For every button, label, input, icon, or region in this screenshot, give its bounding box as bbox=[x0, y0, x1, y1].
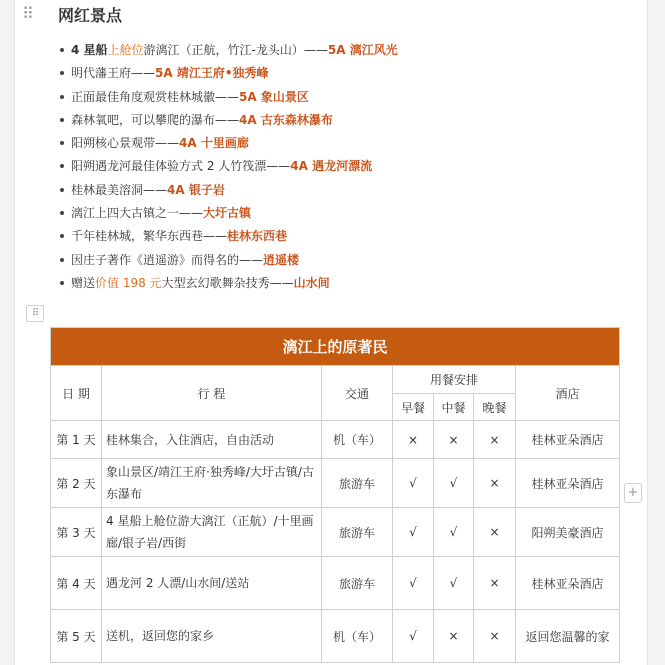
itinerary-table bbox=[50, 327, 620, 663]
drag-handle-icon[interactable]: ⠿ bbox=[22, 4, 33, 23]
list-item: 漓江上四大古镇之一——大圩古镇 bbox=[58, 203, 398, 226]
cell-transport: 旅游车 bbox=[322, 508, 393, 557]
cell-day: 第 2 天 bbox=[51, 459, 102, 508]
cell-day: 第 4 天 bbox=[51, 557, 102, 610]
cell-dinner: × bbox=[474, 459, 516, 508]
list-item: 森林氧吧，可以攀爬的瀑布——4A 古东森林瀑布 bbox=[58, 110, 398, 133]
table-row bbox=[51, 508, 620, 557]
cell-itinerary: 4 星船上舱位游大漓江（正航）/十里画廊/银子岩/西街 bbox=[102, 508, 322, 557]
cell-transport: 机（车） bbox=[322, 610, 393, 663]
cell-transport: 机（车） bbox=[322, 421, 393, 459]
list-item: 阳朔核心景观带——4A 十里画廊 bbox=[58, 133, 398, 156]
cell-breakfast: √ bbox=[393, 557, 434, 610]
table-row bbox=[51, 421, 620, 459]
cell-transport: 旅游车 bbox=[322, 557, 393, 610]
list-item: 千年桂林城，繁华东西巷——桂林东西巷 bbox=[58, 226, 398, 249]
cell-hotel: 返回您温馨的家 bbox=[516, 610, 620, 663]
table-row bbox=[51, 459, 620, 508]
header-transport: 交通 bbox=[322, 366, 393, 421]
list-item: 正面最佳角度观赏桂林城徽——5A 象山景区 bbox=[58, 87, 398, 110]
cell-lunch: × bbox=[434, 610, 474, 663]
cell-dinner: × bbox=[474, 421, 516, 459]
cell-day: 第 5 天 bbox=[51, 610, 102, 663]
header-breakfast: 早餐 bbox=[393, 394, 434, 421]
table-row bbox=[51, 610, 620, 663]
cell-lunch: × bbox=[434, 421, 474, 459]
cell-lunch: √ bbox=[434, 459, 474, 508]
cell-breakfast: √ bbox=[393, 508, 434, 557]
section-title: 网红景点 bbox=[58, 6, 123, 25]
list-item: 阳朔遇龙河最佳体验方式 2 人竹筏漂——4A 遇龙河漂流 bbox=[58, 156, 398, 179]
cell-lunch: √ bbox=[434, 557, 474, 610]
spots-list bbox=[58, 40, 398, 296]
table-row bbox=[51, 557, 620, 610]
cell-dinner: × bbox=[474, 557, 516, 610]
cell-hotel: 桂林亚朵酒店 bbox=[516, 421, 620, 459]
cell-day: 第 1 天 bbox=[51, 421, 102, 459]
table-title: 漓江上的原著民 bbox=[51, 328, 620, 366]
cell-itinerary: 象山景区/靖江王府·独秀峰/大圩古镇/古东瀑布 bbox=[102, 459, 322, 508]
header-meals: 用餐安排 bbox=[393, 366, 516, 394]
plus-icon[interactable]: + bbox=[624, 483, 642, 503]
cell-transport: 旅游车 bbox=[322, 459, 393, 508]
cell-hotel: 阳朔美豪酒店 bbox=[516, 508, 620, 557]
cell-itinerary: 桂林集合，入住酒店，自由活动 bbox=[102, 421, 322, 459]
header-itinerary: 行 程 bbox=[102, 366, 322, 421]
header-dinner: 晚餐 bbox=[474, 394, 516, 421]
cell-lunch: √ bbox=[434, 508, 474, 557]
cell-breakfast: √ bbox=[393, 610, 434, 663]
header-date: 日 期 bbox=[51, 366, 102, 421]
cell-breakfast: √ bbox=[393, 459, 434, 508]
header-lunch: 中餐 bbox=[434, 394, 474, 421]
list-item: 明代藩王府——5A 靖江王府•独秀峰 bbox=[58, 63, 398, 86]
cell-breakfast: × bbox=[393, 421, 434, 459]
cell-itinerary: 送机，返回您的家乡 bbox=[102, 610, 322, 663]
cell-hotel: 桂林亚朵酒店 bbox=[516, 459, 620, 508]
cell-dinner: × bbox=[474, 508, 516, 557]
cell-hotel: 桂林亚朵酒店 bbox=[516, 557, 620, 610]
header-hotel: 酒店 bbox=[516, 366, 620, 421]
cell-day: 第 3 天 bbox=[51, 508, 102, 557]
cell-dinner: × bbox=[474, 610, 516, 663]
drag-handle-icon[interactable]: ⠿ bbox=[26, 305, 44, 322]
list-item: 4 星船上舱位游漓江（正航，竹江-龙头山）——5A 漓江风光 bbox=[58, 40, 398, 63]
list-item: 赠送价值 198 元大型玄幻歌舞杂技秀——山水间 bbox=[58, 273, 398, 296]
cell-itinerary: 遇龙河 2 人漂/山水间/送站 bbox=[102, 557, 322, 610]
list-item: 桂林最美溶洞——4A 银子岩 bbox=[58, 180, 398, 203]
list-item: 因庄子著作《逍遥游》而得名的——逍遥楼 bbox=[58, 250, 398, 273]
